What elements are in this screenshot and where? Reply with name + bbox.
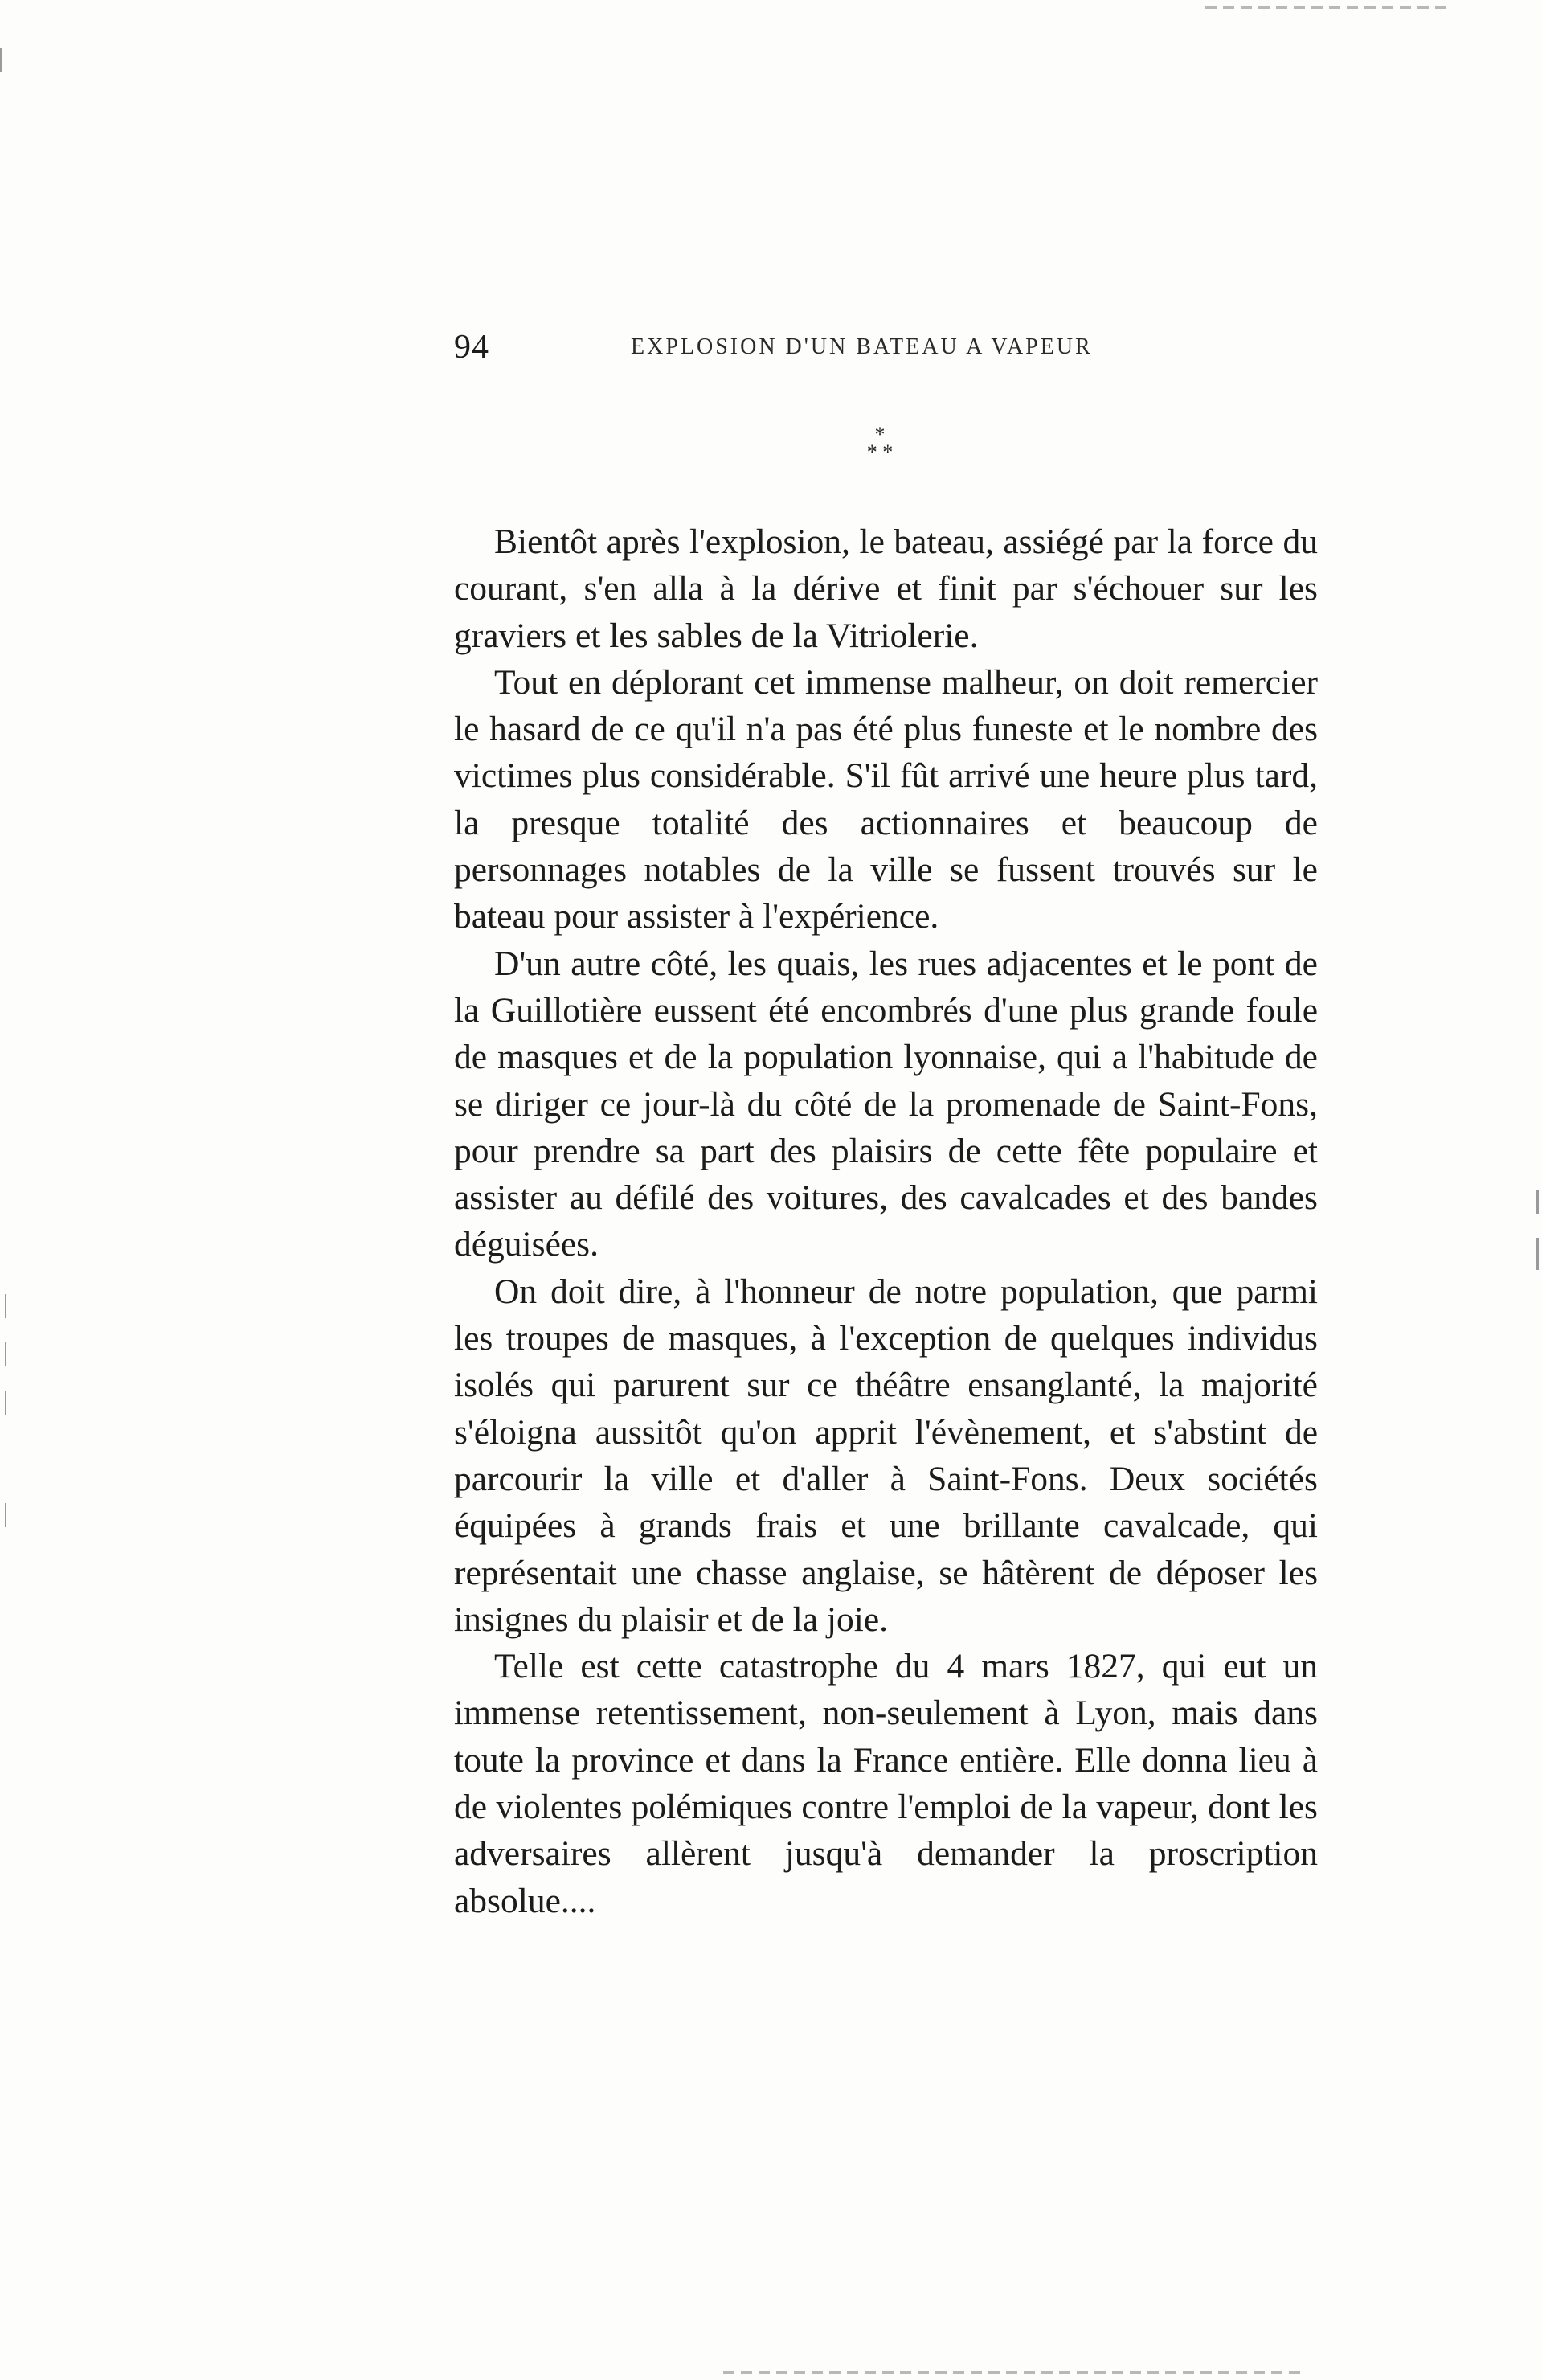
scan-mark (5, 1294, 6, 1318)
scan-mark (1536, 1190, 1539, 1214)
body-text (454, 518, 1318, 1924)
scan-mark (5, 1391, 6, 1415)
paragraph-3: D'un autre côté, les quais, les rues adjacentes et le pont de la Guillotière eussent été encombrés d'une plus grande foule de masques et de la population lyonnaise, qui a l'habitude de se diriger ce jour-là du côté de la promenade de Saint-Fons, pour prendre sa part des plaisirs de cette fête populaire et assister au défilé des voitures, des cavalcades et des bandes déguisées. (454, 944, 1318, 1264)
paragraph-5: Telle est cette catastrophe du 4 mars 1827, qui eut un immense retentissement, non-seulement à Lyon, mais dans toute la province et dans la France entière. Elle donna lieu à de violentes polémiques contre l'emploi de la vapeur, dont les adversaires allèrent jusqu'à demander la proscription absolue.... (454, 1647, 1318, 1920)
scan-mark (0, 48, 2, 72)
page-number: 94 (454, 329, 489, 366)
scan-mark (1205, 6, 1446, 9)
scan-mark (723, 2371, 1302, 2374)
running-title: EXPLOSION D'UN BATEAU A VAPEUR (631, 334, 1093, 359)
separator-top-star: * (874, 423, 886, 446)
scan-mark (5, 1503, 6, 1527)
paragraph-1: Bientôt après l'explosion, le bateau, assiégé par la force du courant, s'en alla à la dérive et finit par s'échouer sur les graviers et les sables de la Vitriolerie. (454, 522, 1318, 655)
scan-mark (1536, 1238, 1539, 1270)
separator-bottom-stars: * * (866, 440, 894, 464)
scan-mark (5, 1342, 6, 1366)
running-head (454, 328, 1318, 368)
paragraph-2: Tout en déplorant cet immense malheur, on doit remercier le hasard de ce qu'il n'a pas été plus funeste et le nombre des victimes plus considérable. S'il fût arrivé une heure plus tard, la presque totalité des actionnaires et beaucoup de personnages notables de la ville se fussent trouvés sur le bateau pour assister à l'expérience. (454, 662, 1318, 936)
paragraph-4: On doit dire, à l'honneur de notre population, que parmi les troupes de masques, à l'exception de quelques individus isolés qui parurent sur ce théâtre ensanglanté, la majorité s'éloigna aussitôt qu'on apprit l'évènement, et s'abstint de parcourir la ville et d'aller à Saint-Fons. Deux sociétés équipées à grands frais et une brillante cavalcade, qui représentait une chasse anglaise, se hâtèrent de déposer les insignes du plaisir et de la joie. (454, 1272, 1318, 1639)
section-separator (852, 423, 908, 464)
